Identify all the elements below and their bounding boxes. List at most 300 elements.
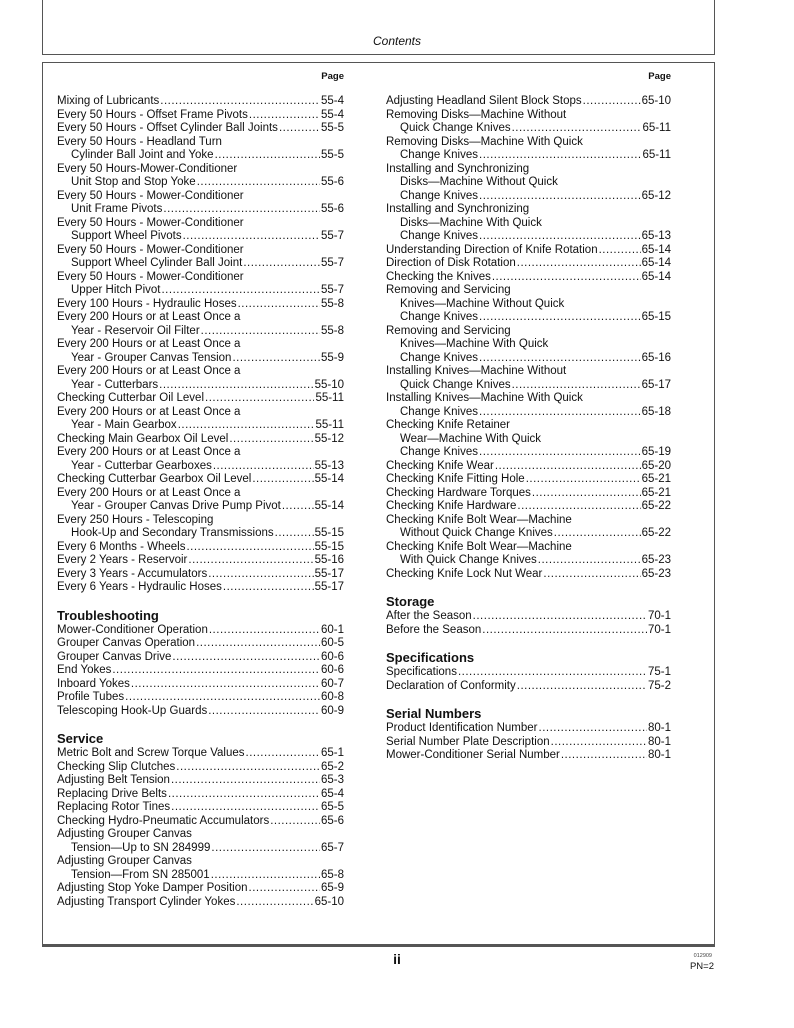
toc-entry-title: Change Knives xyxy=(400,446,478,458)
toc-entry-title: Before the Season xyxy=(386,623,482,636)
dot-leader xyxy=(492,271,641,285)
toc-entry-page: 55-11 xyxy=(315,392,344,404)
page-header-title: Contents xyxy=(372,34,422,48)
toc-entry-line xyxy=(386,379,671,393)
toc-entry-page: 65-8 xyxy=(320,868,344,881)
toc-entry[interactable] xyxy=(57,163,344,190)
toc-entry-title: Every 6 Months - Wheels xyxy=(57,540,186,553)
toc-entry-title: Change Knives xyxy=(400,230,478,242)
toc-entry-page: 55-16 xyxy=(314,554,344,566)
section-heading: Storage xyxy=(386,594,435,609)
toc-entry-title: Unit Frame Pivots xyxy=(71,203,163,215)
toc-entry-page: 60-5 xyxy=(320,637,344,649)
toc-entry-title: Change Knives xyxy=(400,149,478,161)
toc-entry-line xyxy=(57,842,344,856)
toc-entry-line xyxy=(57,527,344,541)
toc-entry-title: Removing and Servicing xyxy=(386,284,511,296)
toc-entry-line xyxy=(386,460,671,474)
toc-entry-title: Serial Number Plate Description xyxy=(386,735,550,748)
toc-entry[interactable] xyxy=(57,896,344,910)
toc-entry[interactable] xyxy=(57,433,344,447)
toc-entry-line xyxy=(57,217,344,231)
toc-entry-title: Knives—Machine Without Quick xyxy=(400,297,565,310)
toc-entry-title: Year - Cutterbars xyxy=(71,378,159,391)
section-heading: Service xyxy=(57,731,104,746)
toc-entry[interactable] xyxy=(57,95,344,109)
toc-entry-title: Support Wheel Cylinder Ball Joint xyxy=(71,257,243,269)
toc-entry-line xyxy=(57,554,344,568)
toc-entry-line xyxy=(57,271,344,285)
dot-leader xyxy=(479,190,641,204)
toc-entry-line xyxy=(386,365,671,379)
toc-entry-page: 60-6 xyxy=(320,664,344,676)
toc-entry[interactable] xyxy=(386,610,671,624)
dot-leader xyxy=(211,842,320,856)
toc-entry[interactable] xyxy=(386,736,671,750)
toc-entry-line xyxy=(386,527,671,541)
toc-entry-line xyxy=(386,666,671,680)
toc-entry-title: Every 250 Hours - Telescoping xyxy=(57,513,214,526)
toc-entry-line xyxy=(57,122,344,136)
toc-entry-title: Change Knives xyxy=(400,405,478,418)
toc-entry[interactable] xyxy=(57,298,344,312)
toc-entry[interactable] xyxy=(57,581,344,595)
toc-entry-line xyxy=(57,230,344,244)
toc-entry[interactable] xyxy=(57,828,344,855)
dot-leader xyxy=(526,473,641,487)
dot-leader xyxy=(479,230,641,244)
toc-entry-line xyxy=(57,855,344,869)
toc-entry[interactable] xyxy=(57,774,344,788)
toc-entry-page: 55-14 xyxy=(314,500,344,512)
toc-entry-title: After the Season xyxy=(386,610,472,622)
toc-entry[interactable] xyxy=(57,487,344,514)
toc-entry-page: 55-12 xyxy=(314,432,344,445)
toc-entry-title: Every 200 Hours or at Least Once a xyxy=(57,338,241,350)
toc-entry-title: Checking Knife Bolt Wear—Machine xyxy=(386,540,572,553)
toc-entry[interactable] xyxy=(57,747,344,761)
toc-entry-title: Disks—Machine With Quick xyxy=(400,216,542,229)
toc-entry-title: Change Knives xyxy=(400,351,478,364)
toc-entry-line xyxy=(386,217,671,231)
toc-entry-line xyxy=(57,788,344,802)
toc-entry-page: 65-10 xyxy=(314,895,344,908)
dot-leader xyxy=(232,352,320,366)
dot-leader xyxy=(458,666,647,680)
toc-entry-page: 80-1 xyxy=(647,749,671,761)
toc-entry-title: Profile Tubes xyxy=(57,691,125,703)
toc-entry-page: 65-15 xyxy=(641,311,671,323)
section-heading: Troubleshooting xyxy=(57,607,159,623)
toc-entry-line xyxy=(57,257,344,271)
toc-entry[interactable] xyxy=(386,284,671,325)
toc-entry[interactable] xyxy=(57,678,344,692)
toc-entry[interactable] xyxy=(57,109,344,123)
toc-entry-line xyxy=(57,651,344,665)
toc-entry-line xyxy=(386,406,671,420)
dot-leader xyxy=(208,568,313,582)
toc-entry-title: Every 2 Years - Reservoir xyxy=(57,554,188,566)
toc-entry-title: Direction of Disk Rotation xyxy=(386,257,516,269)
toc-entry-line xyxy=(386,163,671,177)
toc-entry-page: 65-13 xyxy=(641,230,671,242)
toc-entry-title: Tension—From SN 285001 xyxy=(71,868,210,881)
dot-leader xyxy=(161,284,319,298)
dot-leader xyxy=(479,406,641,420)
toc-entry-page: 65-16 xyxy=(641,351,671,364)
toc-entry-title: Every 100 Hours - Hydraulic Hoses xyxy=(57,297,237,310)
toc-entry-line xyxy=(57,487,344,501)
dot-leader xyxy=(583,95,641,109)
toc-entry-page: 80-1 xyxy=(647,722,671,734)
toc-entry[interactable] xyxy=(386,680,671,694)
toc-entry-line xyxy=(386,446,671,460)
toc-entry-line xyxy=(57,284,344,298)
toc-entry-page: 55-13 xyxy=(314,459,344,472)
toc-entry[interactable] xyxy=(57,244,344,271)
toc-entry-page: 65-4 xyxy=(320,787,344,800)
toc-entry[interactable] xyxy=(57,365,344,392)
toc-entry-page: 65-14 xyxy=(641,243,671,256)
toc-entry-title: Mower-Conditioner Serial Number xyxy=(386,749,560,761)
toc-entry[interactable] xyxy=(57,568,344,582)
toc-entry[interactable] xyxy=(386,244,671,258)
toc-right-column xyxy=(386,70,671,763)
toc-entry-line xyxy=(386,136,671,150)
toc-entry-line xyxy=(386,392,671,406)
toc-entry-page: 65-12 xyxy=(641,189,671,202)
toc-entry-title: Disks—Machine Without Quick xyxy=(400,176,558,188)
toc-entry[interactable] xyxy=(386,473,671,487)
toc-entry-line xyxy=(57,691,344,705)
toc-entry[interactable] xyxy=(386,136,671,163)
dot-leader xyxy=(160,95,320,109)
toc-entry[interactable] xyxy=(57,473,344,487)
toc-entry-page: 65-23 xyxy=(641,567,671,580)
toc-entry-line xyxy=(57,419,344,433)
toc-entry-title: Adjusting Belt Tension xyxy=(57,774,170,786)
toc-entry-line xyxy=(386,95,671,109)
toc-entries xyxy=(57,95,344,909)
toc-entry[interactable] xyxy=(57,541,344,555)
toc-entry-line xyxy=(57,896,344,910)
toc-entry-line xyxy=(57,433,344,447)
toc-entry-page: 65-3 xyxy=(320,774,344,786)
toc-entry[interactable] xyxy=(57,406,344,433)
toc-entry[interactable] xyxy=(386,163,671,204)
toc-entry-title: Checking the Knives xyxy=(386,270,491,283)
toc-entry-page: 55-6 xyxy=(320,203,344,215)
toc-entry[interactable] xyxy=(386,419,671,460)
toc-entry-page: 65-10 xyxy=(641,95,671,107)
toc-entry-title: Installing Knives—Machine With Quick xyxy=(386,392,583,404)
toc-entry[interactable] xyxy=(57,514,344,541)
toc-entry-title: Specifications xyxy=(386,666,457,678)
toc-entry-page: 65-2 xyxy=(320,760,344,773)
toc-entry-title: Quick Change Knives xyxy=(400,378,511,391)
toc-entry[interactable] xyxy=(386,109,671,136)
toc-entry-title: Understanding Direction of Knife Rotation xyxy=(386,243,598,256)
toc-entry-line xyxy=(386,122,671,136)
toc-entry-line xyxy=(57,828,344,842)
toc-entry-page: 65-23 xyxy=(641,554,671,566)
toc-entry[interactable] xyxy=(386,624,671,638)
toc-entry-line xyxy=(386,109,671,123)
toc-entry-line xyxy=(386,149,671,163)
toc-entry[interactable] xyxy=(57,190,344,217)
dot-leader xyxy=(186,541,313,555)
toc-entry-line xyxy=(57,624,344,638)
dot-leader xyxy=(213,460,314,474)
toc-entry-line xyxy=(57,352,344,366)
toc-entry-page: 55-15 xyxy=(314,527,344,539)
toc-entry[interactable] xyxy=(57,554,344,568)
toc-entry-page: 75-1 xyxy=(647,666,671,678)
toc-entry-title: Replacing Drive Belts xyxy=(57,787,167,800)
toc-entry-title: Grouper Canvas Operation xyxy=(57,637,196,649)
toc-entry[interactable] xyxy=(386,487,671,501)
toc-entry-line xyxy=(386,722,671,736)
dot-leader xyxy=(178,419,315,433)
toc-entry-page: 55-8 xyxy=(320,324,344,337)
toc-entry[interactable] xyxy=(386,568,671,582)
toc-entry-line xyxy=(57,190,344,204)
toc-entry-page: 55-9 xyxy=(320,351,344,364)
toc-entry[interactable] xyxy=(57,122,344,136)
toc-entry-title: Every 50 Hours - Offset Frame Pivots xyxy=(57,108,248,121)
toc-entry-page: 60-9 xyxy=(320,704,344,717)
toc-entry-title: Every 50 Hours - Mower-Conditioner xyxy=(57,243,244,256)
dot-leader xyxy=(270,815,320,829)
dot-leader xyxy=(479,352,641,366)
toc-entry-title: Year - Grouper Canvas Drive Pump Pivot xyxy=(71,500,281,512)
toc-entry-title: Every 50 Hours - Offset Cylinder Ball Joints xyxy=(57,122,278,134)
toc-entry-page: 65-21 xyxy=(641,473,671,485)
toc-entry[interactable] xyxy=(57,788,344,802)
toc-entry-line xyxy=(57,95,344,109)
dot-leader xyxy=(163,203,320,217)
toc-entry-page: 80-1 xyxy=(647,735,671,748)
toc-entry-line xyxy=(386,257,671,271)
dot-leader xyxy=(599,244,641,258)
dot-leader xyxy=(131,678,320,692)
toc-entry-page: 55-7 xyxy=(320,284,344,296)
toc-entry[interactable] xyxy=(57,271,344,298)
toc-entry[interactable] xyxy=(57,691,344,705)
toc-entry-line xyxy=(57,815,344,829)
toc-entry-title: Without Quick Change Knives xyxy=(400,527,553,539)
toc-entry-title: Support Wheel Pivots xyxy=(71,230,182,242)
toc-entry[interactable] xyxy=(57,446,344,473)
toc-entry[interactable] xyxy=(386,666,671,680)
toc-entry-line xyxy=(386,554,671,568)
toc-entry[interactable] xyxy=(386,95,671,109)
toc-entry-page: 70-1 xyxy=(647,610,671,622)
toc-entry-page: 65-9 xyxy=(320,882,344,894)
dot-leader xyxy=(479,446,641,460)
dot-leader xyxy=(561,749,647,763)
dot-leader xyxy=(517,500,640,514)
toc-entry-line xyxy=(57,379,344,393)
toc-entry-page: 55-7 xyxy=(320,257,344,269)
toc-entry-title: With Quick Change Knives xyxy=(400,554,537,566)
dot-leader xyxy=(539,722,647,736)
toc-entry-page: 55-6 xyxy=(320,176,344,188)
toc-entry-line xyxy=(386,624,671,638)
toc-entry-line xyxy=(386,736,671,750)
toc-entry[interactable] xyxy=(57,136,344,163)
toc-entry[interactable] xyxy=(386,365,671,392)
toc-entry-title: Adjusting Transport Cylinder Yokes xyxy=(57,895,236,908)
toc-entry[interactable] xyxy=(57,624,344,638)
toc-entry-page: 75-2 xyxy=(647,679,671,692)
toc-entry[interactable] xyxy=(57,637,344,651)
toc-entry[interactable] xyxy=(386,749,671,763)
toc-entry-line xyxy=(57,298,344,312)
toc-entry-title: Every 200 Hours or at Least Once a xyxy=(57,311,241,323)
toc-entry-line xyxy=(57,678,344,692)
toc-entry-line xyxy=(386,284,671,298)
toc-entry[interactable] xyxy=(386,722,671,736)
toc-entry-title: Year - Main Gearbox xyxy=(71,419,177,431)
toc-entry-page: 65-5 xyxy=(320,801,344,813)
toc-entry-page: 65-1 xyxy=(320,747,344,759)
toc-entry-title: Adjusting Grouper Canvas xyxy=(57,828,192,840)
toc-entry[interactable] xyxy=(57,392,344,406)
toc-entry[interactable] xyxy=(386,500,671,514)
toc-entry-page: 55-4 xyxy=(320,108,344,121)
toc-entry-page: 65-11 xyxy=(642,149,671,161)
toc-entry-line xyxy=(57,325,344,339)
dot-leader xyxy=(249,109,320,123)
toc-entry-title: Metric Bolt and Screw Torque Values xyxy=(57,747,245,759)
toc-entry-title: Every 50 Hours - Mower-Conditioner xyxy=(57,270,244,283)
toc-entry-line xyxy=(57,664,344,678)
toc-entry[interactable] xyxy=(57,801,344,815)
toc-entry-title: Grouper Canvas Drive xyxy=(57,650,172,663)
dot-leader xyxy=(512,379,641,393)
toc-entry[interactable] xyxy=(57,311,344,338)
toc-entry-title: Every 50 Hours - Headland Turn xyxy=(57,135,222,148)
dot-leader xyxy=(229,433,313,447)
toc-entry-title: Every 200 Hours or at Least Once a xyxy=(57,446,241,458)
toc-entry-line xyxy=(57,460,344,474)
dot-leader xyxy=(236,896,313,910)
toc-entry-page: 65-22 xyxy=(641,527,671,539)
toc-entry-title: Checking Knife Retainer xyxy=(386,419,511,431)
dot-leader xyxy=(482,624,647,638)
toc-entry-line xyxy=(386,541,671,555)
dot-leader xyxy=(279,122,320,136)
toc-entry-line xyxy=(386,176,671,190)
toc-entry-page: 65-7 xyxy=(320,841,344,854)
toc-entry[interactable] xyxy=(386,541,671,568)
toc-entry[interactable] xyxy=(386,257,671,271)
dot-leader xyxy=(243,257,320,271)
toc-entry[interactable] xyxy=(57,882,344,896)
toc-entry-title: Checking Knife Hardware xyxy=(386,500,517,512)
toc-entry-line xyxy=(57,761,344,775)
dot-leader xyxy=(551,736,647,750)
dot-leader xyxy=(252,473,313,487)
toc-entry[interactable] xyxy=(386,203,671,244)
toc-entry-title: Every 50 Hours - Mower-Conditioner xyxy=(57,189,244,202)
dot-leader xyxy=(215,149,320,163)
toc-entry-title: Checking Knife Lock Nut Wear xyxy=(386,567,543,580)
toc-entry-line xyxy=(57,365,344,379)
toc-entry-title: Every 6 Years - Hydraulic Hoses xyxy=(57,581,222,593)
toc-entry-line xyxy=(57,149,344,163)
toc-entry-page: 65-14 xyxy=(641,257,671,269)
toc-entry-title: End Yokes xyxy=(57,664,112,676)
toc-entry-title: Adjusting Headland Silent Block Stops xyxy=(386,95,582,107)
dot-leader xyxy=(208,705,320,719)
toc-entry[interactable] xyxy=(57,855,344,882)
toc-entry-title: Installing Knives—Machine Without xyxy=(386,365,567,377)
toc-entry-title: Installing and Synchronizing xyxy=(386,162,530,175)
toc-entry[interactable] xyxy=(386,271,671,285)
toc-entry-line xyxy=(386,473,671,487)
toc-entry-line xyxy=(57,311,344,325)
toc-entry-line xyxy=(57,163,344,177)
toc-entry-title: Removing Disks—Machine With Quick xyxy=(386,135,583,148)
toc-entry[interactable] xyxy=(386,392,671,419)
toc-entry-page: 55-7 xyxy=(320,230,344,242)
toc-entry-title: Every 3 Years - Accumulators xyxy=(57,567,208,580)
toc-entry[interactable] xyxy=(57,815,344,829)
toc-entry-page: 70-1 xyxy=(647,623,671,636)
toc-entry-page: 65-11 xyxy=(642,122,671,134)
toc-entry-title: Year - Cutterbar Gearboxes xyxy=(71,459,212,472)
toc-entry-title: Tension—Up to SN 284999 xyxy=(71,841,211,854)
toc-entry-page: 55-5 xyxy=(320,149,344,161)
toc-entry-title: Replacing Rotor Tines xyxy=(57,801,171,813)
toc-entry-page: 60-8 xyxy=(320,691,344,703)
dot-leader xyxy=(197,176,320,190)
toc-entry[interactable] xyxy=(57,338,344,365)
toc-entry-line xyxy=(57,500,344,514)
toc-entry-line xyxy=(57,338,344,352)
toc-entry-line xyxy=(386,419,671,433)
toc-entry[interactable] xyxy=(386,514,671,541)
toc-entry-page: 65-19 xyxy=(641,446,671,458)
toc-entry-line xyxy=(386,352,671,366)
toc-entry-title: Checking Knife Fitting Hole xyxy=(386,473,525,485)
toc-entry[interactable] xyxy=(57,217,344,244)
dot-leader xyxy=(246,747,320,761)
toc-entry-title: Knives—Machine With Quick xyxy=(400,338,549,350)
toc-entry-line xyxy=(386,500,671,514)
toc-entry-line xyxy=(386,271,671,285)
toc-entry[interactable] xyxy=(386,325,671,366)
toc-entry[interactable] xyxy=(57,664,344,678)
dot-leader xyxy=(159,379,313,393)
toc-entry-title: Cylinder Ball Joint and Yoke xyxy=(71,149,214,161)
toc-entry[interactable] xyxy=(57,705,344,719)
dot-leader xyxy=(183,230,320,244)
toc-entry-line xyxy=(386,190,671,204)
toc-entry-line xyxy=(386,610,671,624)
toc-entry[interactable] xyxy=(386,460,671,474)
toc-entry-line xyxy=(57,568,344,582)
toc-entry[interactable] xyxy=(57,651,344,665)
dot-leader xyxy=(473,610,647,624)
toc-entry[interactable] xyxy=(57,761,344,775)
dot-leader xyxy=(479,311,641,325)
toc-entry-page: 55-4 xyxy=(320,95,344,107)
dot-leader xyxy=(211,869,320,883)
toc-entry-title: Adjusting Grouper Canvas xyxy=(57,855,192,867)
